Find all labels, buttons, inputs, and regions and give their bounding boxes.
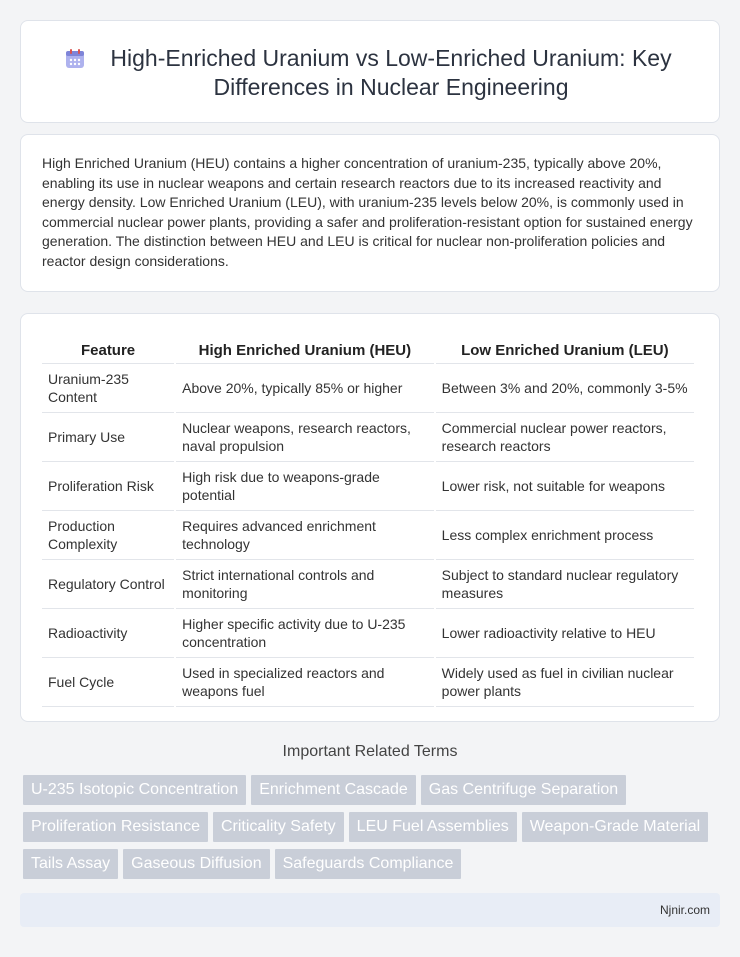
table-row [42,364,694,413]
intro-card [20,134,720,292]
related-tag[interactable]: Safeguards Compliance [275,849,462,879]
heu-cell: Nuclear weapons, research reactors, naval propulsion [176,413,434,462]
leu-cell: Lower radioactivity relative to HEU [436,609,694,658]
table-row [42,511,694,560]
comparison-table [40,334,696,707]
calendar-icon [64,48,86,70]
footer-site[interactable]: Njnir.com [659,903,710,917]
feature-cell: Proliferation Risk [42,462,174,511]
heu-cell: Above 20%, typically 85% or higher [176,364,434,413]
feature-cell: Production Complexity [42,511,174,560]
header-feature: Feature [42,334,174,364]
feature-cell: Radioactivity [42,609,174,658]
heu-cell: Higher specific activity due to U-235 concentration [176,609,434,658]
table-row [42,560,694,609]
leu-cell: Between 3% and 20%, commonly 3-5% [436,364,694,413]
leu-cell: Subject to standard nuclear regulatory measures [436,560,694,609]
related-tag[interactable]: LEU Fuel Assemblies [349,812,517,842]
header-heu: High Enriched Uranium (HEU) [176,334,434,364]
related-tag[interactable]: Gas Centrifuge Separation [421,775,626,805]
footer [20,893,720,927]
related-tag[interactable]: Tails Assay [23,849,118,879]
leu-cell: Commercial nuclear power reactors, research reactors [436,413,694,462]
table-row [42,413,694,462]
related-tag[interactable]: Enrichment Cascade [251,775,416,805]
table-row [42,658,694,707]
leu-cell: Lower risk, not suitable for weapons [436,462,694,511]
related-tag[interactable]: U-235 Isotopic Concentration [23,775,246,805]
heu-cell: Used in specialized reactors and weapons fuel [176,658,434,707]
feature-cell: Primary Use [42,413,174,462]
related-terms-title: Important Related Terms [282,743,458,760]
heu-cell: High risk due to weapons-grade potential [176,462,434,511]
feature-cell: Uranium-235 Content [42,364,174,413]
related-terms-list [23,775,723,886]
leu-cell: Less complex enrichment process [436,511,694,560]
title-card [20,20,720,123]
page-title: High-Enriched Uranium vs Low-Enriched Uranium: Key Differences in Nuclear Engineering [110,45,672,100]
heu-cell: Strict international controls and monitoring [176,560,434,609]
related-tag[interactable]: Proliferation Resistance [23,812,208,842]
comparison-card [20,313,720,722]
feature-cell: Fuel Cycle [42,658,174,707]
related-tag[interactable]: Weapon-Grade Material [522,812,708,842]
header-leu: Low Enriched Uranium (LEU) [436,334,694,364]
table-header-row [42,334,694,364]
leu-cell: Widely used as fuel in civilian nuclear power plants [436,658,694,707]
feature-cell: Regulatory Control [42,560,174,609]
related-tag[interactable]: Gaseous Diffusion [123,849,269,879]
heu-cell: Requires advanced enrichment technology [176,511,434,560]
intro-paragraph: High Enriched Uranium (HEU) contains a higher concentration of uranium-235, typically above 20%, enabling its use in nuclear weapons and certain research reactors due to its increased reactivity and energy density. Low Enriched Uranium (LEU), with uranium-235 levels below 20%, is commonly used in commercial nuclear power plants, providing a safer and proliferation-resistant option for sustained energy generation. The distinction between HEU and LEU is critical for nuclear non-proliferation policies and reactor design considerations. [42,155,693,269]
table-row [42,462,694,511]
related-tag[interactable]: Criticality Safety [213,812,344,842]
table-row [42,609,694,658]
